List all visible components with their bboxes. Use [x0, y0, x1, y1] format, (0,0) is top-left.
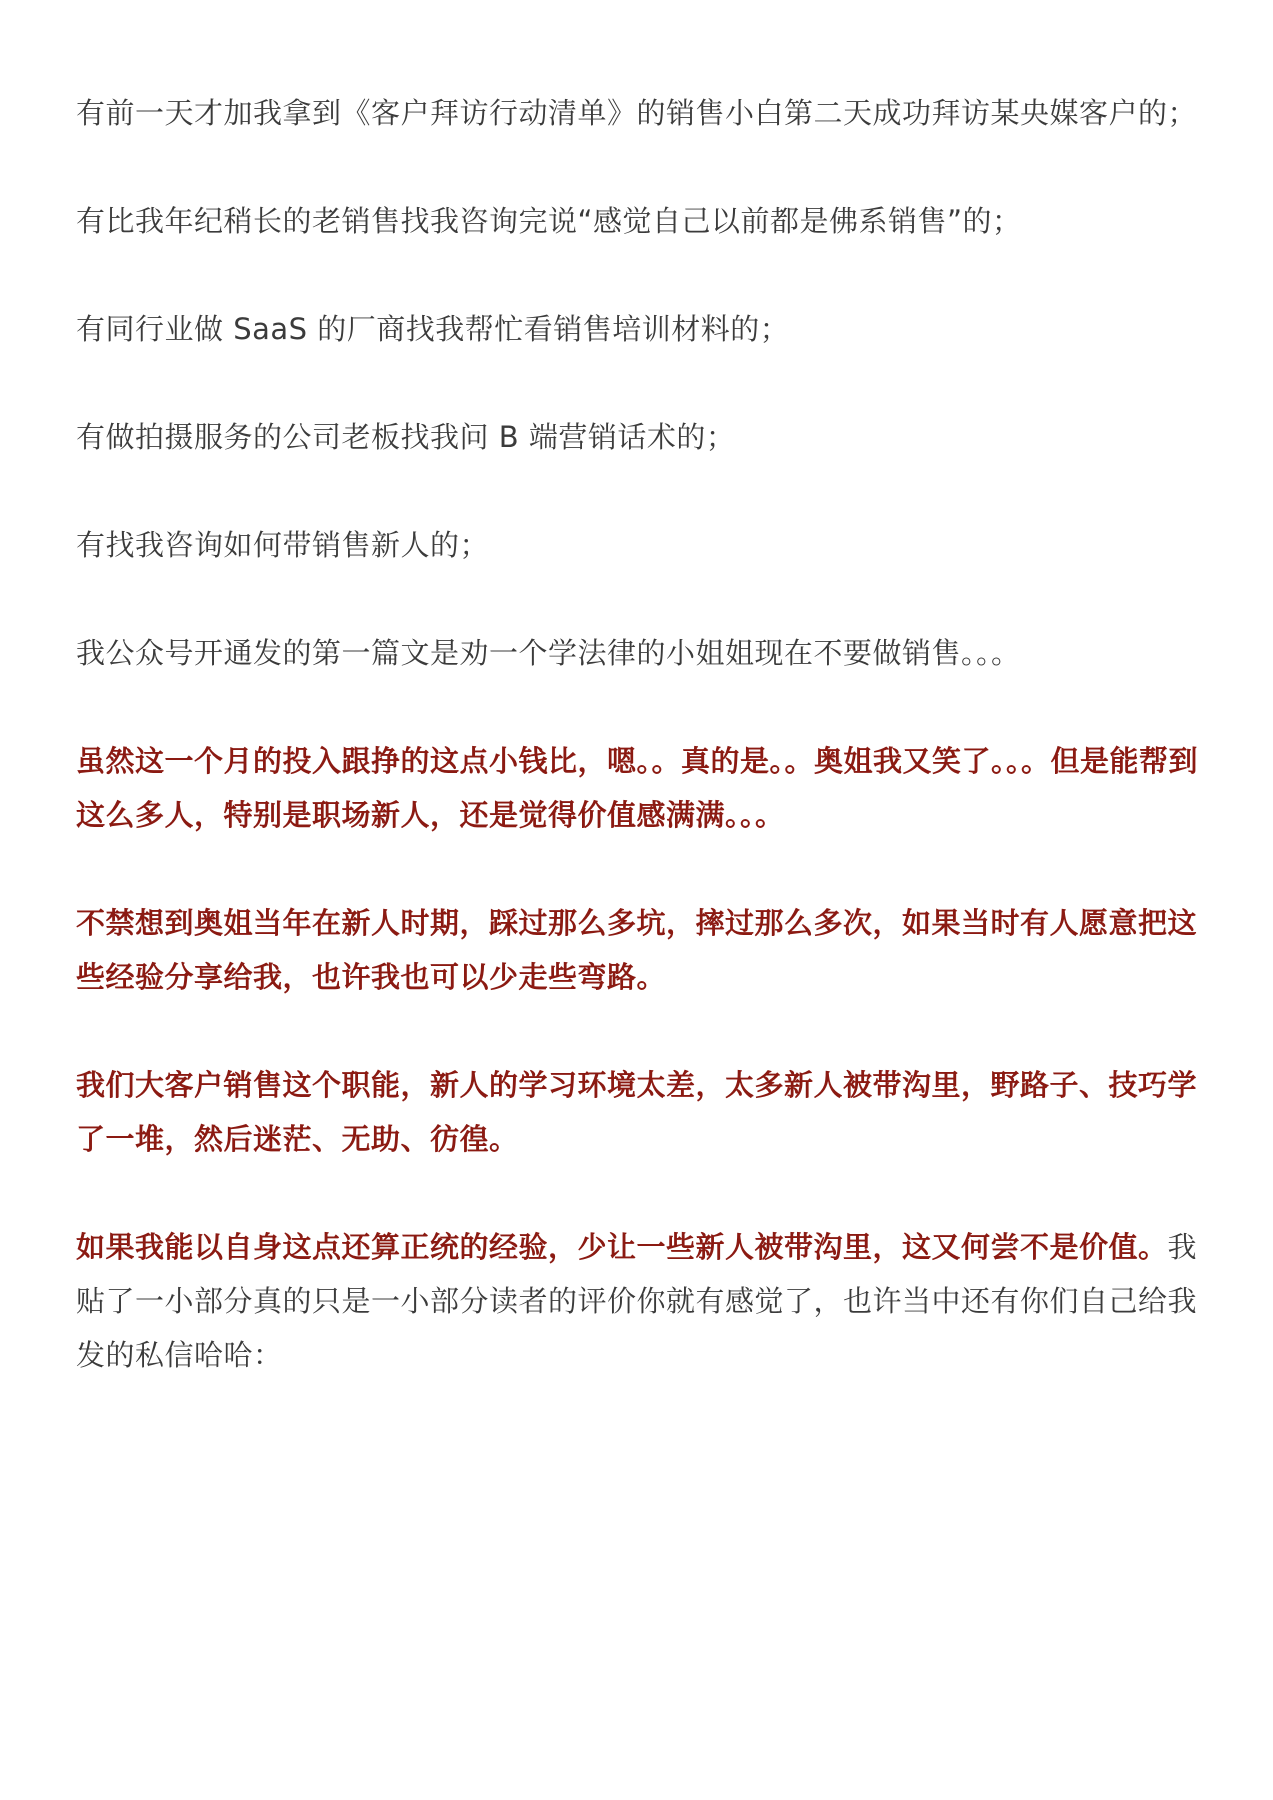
- paragraph-past-pitfalls: 不禁想到奥姐当年在新人时期，踩过那么多坑，摔过那么多次，如果当时有人愿意把这些经验分享给我，也许我也可以少走些弯路。: [76, 906, 1198, 994]
- paragraph-first-article: 我公众号开通发的第一篇文是劝一个学法律的小姐姐现在不要做销售。。。: [76, 636, 1021, 670]
- paragraph-veteran-sales: 有比我年纪稍长的老销售找我咨询完说“感觉自己以前都是佛系销售”的；: [76, 204, 1022, 238]
- article-body: [76, 86, 1200, 1436]
- reader-reviews-text: 我贴了一小部分真的只是一小部分读者的评价你就有感觉了，也许当中还有你们自己给我发的私信哈哈：: [76, 1230, 1198, 1372]
- paragraph-value-feeling: 虽然这一个月的投入跟挣的这点小钱比，嗯。。真的是。。奥姐我又笑了。。。但是能帮到这么多人，特别是职场新人，还是觉得价值感满满。。。: [76, 744, 1199, 832]
- paragraph-mentoring-newbies: 有找我咨询如何带销售新人的；: [76, 528, 490, 562]
- paragraph-photography-boss: 有做拍摄服务的公司老板找我问 B 端营销话术的；: [76, 420, 736, 454]
- paragraph-saas-vendor: 有同行业做 SaaS 的厂商找我帮忙看销售培训材料的；: [76, 312, 790, 346]
- emphasis-value-statement: 如果我能以自身这点还算正统的经验，少让一些新人被带沟里，这又何尝不是价值。: [76, 1230, 1168, 1264]
- paragraph-reader-reviews: [76, 1220, 1200, 1382]
- paragraph-learning-environment: 我们大客户销售这个职能，新人的学习环境太差，太多新人被带沟里，野路子、技巧学了一堆，然后迷茫、无助、彷徨。: [76, 1068, 1198, 1156]
- paragraph-visit-checklist: 有前一天才加我拿到《客户拜访行动清单》的销售小白第二天成功拜访某央媒客户的；: [76, 96, 1198, 130]
